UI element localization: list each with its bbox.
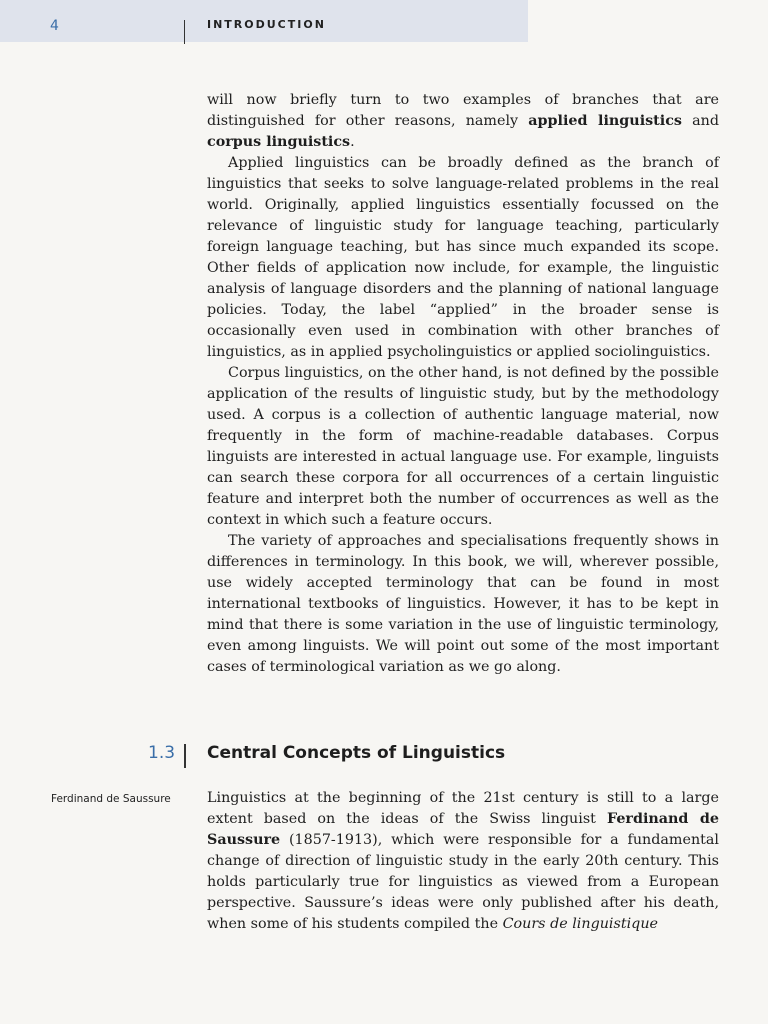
paragraph-1	[207, 90, 719, 153]
paragraph-1-connector: and	[681, 113, 719, 129]
body-text-bottom	[207, 788, 719, 935]
paragraph-3: Corpus linguistics, on the other hand, is not defined by the possible application of the results of linguistic study, but by the methodology used. A corpus is a collection of authentic language material, now frequently in the form of machine-readable databases. Corpus linguists are interested in actual language use. For example, linguists can search these corpora for all occurrences of a certain linguistic feature and interpret both the number of occurrences as well as the context in which such a feature occurs.	[207, 365, 719, 528]
page-number: 4	[50, 18, 59, 34]
section-number: 1.3	[148, 743, 176, 763]
paragraph-1-text: will now briefly turn to two examples of branches that are distinguished for other reasons, namely	[207, 92, 719, 129]
running-head: INTRODUCTION	[207, 18, 326, 31]
margin-note: Ferdinand de Saussure	[51, 793, 171, 805]
body-text-top	[207, 90, 719, 678]
section-title: Central Concepts of Linguistics	[207, 743, 506, 763]
paragraph-5-continuation: (1857-1913), which were responsible for a fundamental change of direction of linguistic study in the early 20th century. This holds particularly true for linguistics as viewed from a European perspective. Saussure’s ideas were only published after his death, when some of his students compiled the	[207, 832, 719, 932]
paragraph-5-text: Linguistics at the beginning of the 21st century is still to a large extent based on the ideas of the Swiss linguist	[207, 790, 719, 827]
paragraph-1-end: .	[350, 134, 355, 150]
paragraph-5	[207, 788, 719, 935]
term-corpus-linguistics: corpus linguistics	[207, 134, 351, 150]
section-divider	[184, 744, 186, 768]
header-divider	[184, 20, 185, 44]
book-title: Cours de linguistique	[502, 916, 658, 932]
paragraph-2: Applied linguistics can be broadly defined as the branch of linguistics that seeks to solve language-related problems in the real world. Originally, applied linguistics essentially focussed on the relevance of linguistic study for language teaching, particularly foreign language teaching, but has since much expanded its scope. Other fields of application now include, for example, the linguistic analysis of language disorders and the planning of national language policies. Today, the label “applied” in the broader sense is occasionally even used in combination with other branches of linguistics, as in applied psycholinguistics or applied sociolinguistics.	[207, 155, 719, 360]
paragraph-4: The variety of approaches and specialisations frequently shows in differences in terminology. In this book, we will, wherever possible, use widely accepted terminology that can be found in most international textbooks of linguistics. However, it has to be kept in mind that there is some variation in the use of linguistic terminology, even among linguists. We will point out some of the most important cases of terminological variation as we go along.	[207, 533, 719, 675]
name-saussure: Ferdinand de Saussure	[207, 811, 719, 848]
term-applied-linguistics: applied linguistics	[528, 113, 682, 129]
